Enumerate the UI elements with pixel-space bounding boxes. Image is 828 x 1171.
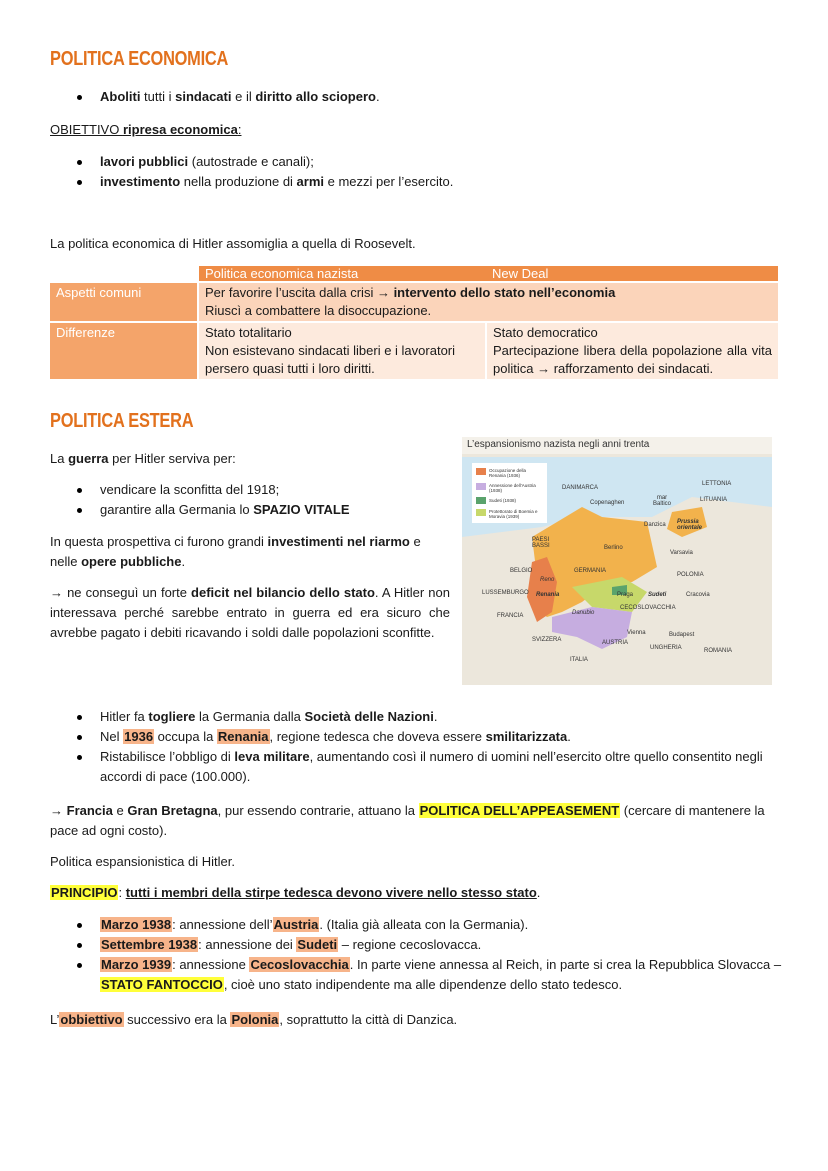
nazi-difference-cell: Stato totalitario Non esistevano sindacati liberi e i lavoratori persero quasi tutti i loro diritti. xyxy=(198,322,486,379)
objective-list xyxy=(50,152,790,192)
investment-paragraph: In questa prospettiva ci furono grandi investimenti nel riarmo e nelle opere pubbliche. xyxy=(50,534,421,569)
map-label: Vienna xyxy=(627,630,646,636)
annexations-list xyxy=(50,915,785,995)
hitler-actions-list xyxy=(50,707,790,787)
list-item: vendicare la sconfitta del 1918; xyxy=(50,480,450,500)
list-item: lavori pubblici (autostrade e canali); xyxy=(50,152,790,172)
list-item: Aboliti tutti i sindacati e il diritto allo sciopero. xyxy=(50,87,790,107)
comparison-intro: La politica economica di Hitler assomiglia a quella di Roosevelt. xyxy=(50,236,416,251)
map-label: Copenaghen xyxy=(590,500,625,506)
map-label: PAESI BASSI xyxy=(532,537,550,549)
expansion-map xyxy=(462,437,772,685)
list-item: Settembre 1938: annessione dei Sudeti – regione cecoslovacca. xyxy=(50,935,785,955)
map-label: Budapest xyxy=(669,632,695,638)
legend-sudeti: Sudeti (1938) xyxy=(489,498,517,503)
list-item: Nel 1936 occupa la Renania, regione tedesca che doveva essere smilitarizzata. xyxy=(50,727,790,747)
comparison-table xyxy=(50,266,778,379)
map-label: Reno xyxy=(540,577,555,583)
heading-politica-economica: POLITICA ECONOMICA xyxy=(50,48,229,70)
map-label: LITUANIA xyxy=(700,497,728,503)
expansion-intro: Politica espansionistica di Hitler. xyxy=(50,854,235,869)
deficit-paragraph: → ne conseguì un forte deficit nel bilancio dello stato. A Hitler non interessava perché sarebbe entrato in guerra ed era sicuro che avrebbe pagato i debiti ricavando i soldi dalle popolazioni sconfitte. xyxy=(50,585,450,640)
map-label: DANIMARCA xyxy=(562,485,599,491)
map-label: GERMANIA xyxy=(574,568,607,574)
map-label: mar Baltico xyxy=(652,495,671,507)
legend-boemia: Protettorato di Boemia e Moravia (1939) xyxy=(489,509,538,519)
map-label: BELGIO xyxy=(510,568,533,574)
map-label: LUSSEMBURGO xyxy=(482,590,529,596)
map-label: UNGHERIA xyxy=(650,645,682,651)
map-label: LETTONIA xyxy=(702,481,732,487)
principle-line: PRINCIPIO: tutti i membri della stirpe tedesca devono vivere nello stesso stato. xyxy=(51,885,541,900)
poland-objective: L’obbiettivo successivo era la Polonia, soprattutto la città di Danzica. xyxy=(50,1012,458,1027)
map-label: Berlino xyxy=(604,545,623,551)
map-label: Varsavia xyxy=(670,550,693,556)
objective-line: OBIETTIVO ripresa economica: xyxy=(50,122,242,137)
list-item: investimento nella produzione di armi e mezzi per l’esercito. xyxy=(50,172,790,192)
list-item: Hitler fa togliere la Germania dalla Società delle Nazioni. xyxy=(50,707,790,727)
map-label: ROMANIA xyxy=(704,648,733,654)
abolition-list xyxy=(50,87,790,107)
war-intro: La guerra per Hitler serviva per: xyxy=(50,451,236,466)
list-item: Marzo 1938: annessione dell’Austria. (Italia già alleata con la Germania). xyxy=(50,915,785,935)
appeasement-paragraph: → Francia e Gran Bretagna, pur essendo contrarie, attuano la POLITICA DELL’APPEASEMENT (cercare di mantenere la pace ad ogni costo). xyxy=(50,803,765,838)
list-item: Marzo 1939: annessione Cecoslovacchia. In parte viene annessa al Reich, in parte si crea la Repubblica Slovacca – STATO FANTOCCIO, cioè uno stato indipendente ma alle dipendenze dello stato tedesco. xyxy=(50,955,785,995)
heading-politica-estera: POLITICA ESTERA xyxy=(50,410,194,432)
map-label: Prussia orientale xyxy=(677,519,703,531)
common-cell: Per favorire l’uscita dalla crisi → intervento dello stato nell’economia Riuscì a combattere la disoccupazione. xyxy=(198,282,778,322)
legend-austria: Annessione dell’Austria (1938) xyxy=(489,483,536,493)
map-label: POLONIA xyxy=(677,572,704,578)
map-title: L’espansionismo nazista negli anni trenta xyxy=(467,439,650,450)
new-deal-difference-cell: Stato democratico Partecipazione libera della popolazione alla vita politica → rafforzamento dei sindacati. xyxy=(486,322,778,379)
list-item: Ristabilisce l’obbligo di leva militare, aumentando così il numero di uomini nell’esercito oltre quello consentito negli accordi di pace (100.000). xyxy=(50,747,790,787)
map-label: Cracovia xyxy=(686,592,710,598)
legend-renania: Occupazione della Renania (1936) xyxy=(489,468,527,478)
row-label-differences: Differenze xyxy=(50,322,198,379)
map-label: FRANCIA xyxy=(497,613,524,619)
war-goals-list xyxy=(50,480,450,520)
list-item: garantire alla Germania lo SPAZIO VITALE xyxy=(50,500,450,520)
map-label: ITALIA xyxy=(570,657,588,663)
row-label-common: Aspetti comuni xyxy=(50,282,198,322)
map-label: Sudeti xyxy=(648,592,667,598)
map-label: SVIZZERA xyxy=(532,637,562,643)
header-new-deal: New Deal xyxy=(486,266,778,282)
map-label: Danzica xyxy=(644,522,666,528)
map-label: Praga xyxy=(617,592,634,598)
header-nazi: Politica economica nazista xyxy=(198,266,486,282)
map-label: Danubio xyxy=(572,610,595,616)
map-label: AUSTRIA xyxy=(602,640,629,646)
map-label: Renania xyxy=(536,592,560,598)
map-label: CECOSLOVACCHIA xyxy=(620,605,676,611)
